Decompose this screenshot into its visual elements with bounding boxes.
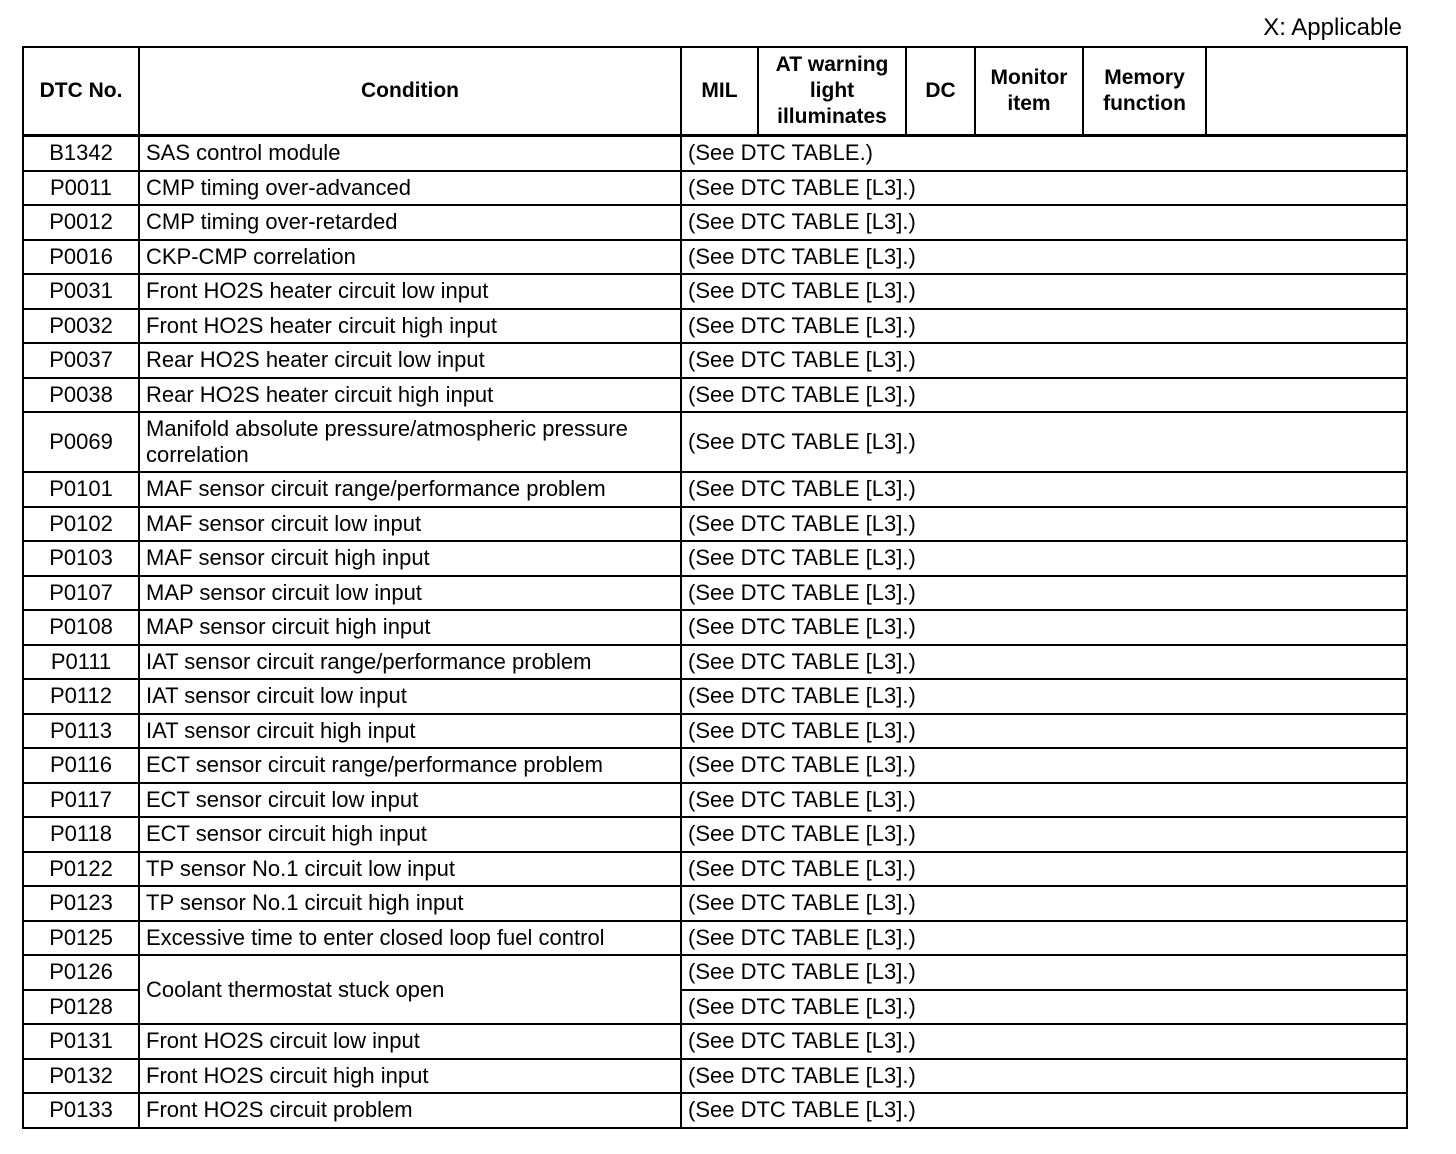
condition: MAF sensor circuit range/performance problem <box>139 472 681 507</box>
table-row <box>23 714 1407 749</box>
header-blank <box>1206 47 1407 136</box>
dtc-reference: (See DTC TABLE [L3].) <box>681 817 1407 852</box>
dtc-code: B1342 <box>23 136 139 171</box>
dtc-reference: (See DTC TABLE [L3].) <box>681 610 1407 645</box>
dtc-reference: (See DTC TABLE [L3].) <box>681 990 1407 1025</box>
table-row <box>23 1093 1407 1128</box>
dtc-reference: (See DTC TABLE [L3].) <box>681 1093 1407 1128</box>
dtc-code: P0032 <box>23 309 139 344</box>
table-row <box>23 783 1407 818</box>
dtc-code: P0016 <box>23 240 139 275</box>
table-row <box>23 955 1407 990</box>
dtc-code: P0031 <box>23 274 139 309</box>
applicable-legend: X: Applicable <box>1263 14 1402 41</box>
condition: Front HO2S circuit high input <box>139 1059 681 1094</box>
table-row <box>23 748 1407 783</box>
dtc-code: P0117 <box>23 783 139 818</box>
header-memory-line-1: Memory <box>1104 66 1185 89</box>
header-at-warning-line-1: AT warning <box>775 53 889 76</box>
header-memory-function <box>1083 47 1206 136</box>
dtc-reference: (See DTC TABLE [L3].) <box>681 886 1407 921</box>
header-monitor-line-2: item <box>1007 92 1051 115</box>
condition: Rear HO2S heater circuit high input <box>139 378 681 413</box>
dtc-reference: (See DTC TABLE [L3].) <box>681 1024 1407 1059</box>
condition: Front HO2S heater circuit low input <box>139 274 681 309</box>
dtc-reference: (See DTC TABLE [L3].) <box>681 412 1407 472</box>
condition: Front HO2S circuit low input <box>139 1024 681 1059</box>
dtc-reference: (See DTC TABLE [L3].) <box>681 472 1407 507</box>
dtc-reference: (See DTC TABLE [L3].) <box>681 378 1407 413</box>
header-at-warning-line-2: light <box>809 79 855 102</box>
header-dtc-no: DTC No. <box>23 47 139 136</box>
dtc-table <box>22 46 1408 1129</box>
header-mil: MIL <box>681 47 758 136</box>
table-row <box>23 1024 1407 1059</box>
dtc-code: P0108 <box>23 610 139 645</box>
condition: Coolant thermostat stuck open <box>139 955 681 1024</box>
table-row <box>23 412 1407 472</box>
condition: CMP timing over-advanced <box>139 171 681 206</box>
header-at-warning <box>758 47 906 136</box>
condition: Manifold absolute pressure/atmospheric pressure correlation <box>139 412 681 472</box>
header-monitor-line-1: Monitor <box>990 66 1068 89</box>
table-row <box>23 921 1407 956</box>
table-row <box>23 240 1407 275</box>
dtc-code: P0012 <box>23 205 139 240</box>
table-row <box>23 274 1407 309</box>
dtc-reference: (See DTC TABLE [L3].) <box>681 240 1407 275</box>
condition: ECT sensor circuit high input <box>139 817 681 852</box>
page-footer-fragment <box>22 1140 322 1154</box>
dtc-reference: (See DTC TABLE [L3].) <box>681 1059 1407 1094</box>
table-row <box>23 645 1407 680</box>
table-row <box>23 817 1407 852</box>
condition: IAT sensor circuit range/performance problem <box>139 645 681 680</box>
dtc-code: P0122 <box>23 852 139 887</box>
header-monitor-item <box>975 47 1083 136</box>
table-row <box>23 378 1407 413</box>
dtc-code: P0037 <box>23 343 139 378</box>
dtc-code: P0101 <box>23 472 139 507</box>
table-row <box>23 205 1407 240</box>
table-row <box>23 610 1407 645</box>
table-row <box>23 679 1407 714</box>
dtc-code: P0107 <box>23 576 139 611</box>
dtc-code: P0118 <box>23 817 139 852</box>
dtc-code: P0103 <box>23 541 139 576</box>
condition: Front HO2S circuit problem <box>139 1093 681 1128</box>
dtc-code: P0112 <box>23 679 139 714</box>
table-row <box>23 507 1407 542</box>
dtc-code: P0111 <box>23 645 139 680</box>
condition: SAS control module <box>139 136 681 171</box>
condition: IAT sensor circuit high input <box>139 714 681 749</box>
dtc-code: P0125 <box>23 921 139 956</box>
table-row <box>23 541 1407 576</box>
condition: MAP sensor circuit low input <box>139 576 681 611</box>
dtc-reference: (See DTC TABLE [L3].) <box>681 679 1407 714</box>
condition: MAP sensor circuit high input <box>139 610 681 645</box>
dtc-code: P0069 <box>23 412 139 472</box>
dtc-reference: (See DTC TABLE [L3].) <box>681 171 1407 206</box>
header-memory-line-2: function <box>1103 92 1186 115</box>
dtc-code: P0113 <box>23 714 139 749</box>
table-row <box>23 576 1407 611</box>
condition: ECT sensor circuit range/performance problem <box>139 748 681 783</box>
condition: Front HO2S heater circuit high input <box>139 309 681 344</box>
header-dc: DC <box>906 47 975 136</box>
dtc-reference: (See DTC TABLE [L3].) <box>681 205 1407 240</box>
condition: IAT sensor circuit low input <box>139 679 681 714</box>
table-row <box>23 136 1407 171</box>
dtc-reference: (See DTC TABLE [L3].) <box>681 309 1407 344</box>
dtc-code: P0011 <box>23 171 139 206</box>
table-row <box>23 852 1407 887</box>
dtc-code: P0038 <box>23 378 139 413</box>
table-header-row <box>23 47 1407 136</box>
condition: Rear HO2S heater circuit low input <box>139 343 681 378</box>
dtc-reference: (See DTC TABLE [L3].) <box>681 541 1407 576</box>
dtc-code: P0128 <box>23 990 139 1025</box>
table-row <box>23 1059 1407 1094</box>
condition: CMP timing over-retarded <box>139 205 681 240</box>
dtc-code: P0116 <box>23 748 139 783</box>
dtc-reference: (See DTC TABLE [L3].) <box>681 576 1407 611</box>
dtc-code: P0126 <box>23 955 139 990</box>
dtc-code: P0102 <box>23 507 139 542</box>
condition: MAF sensor circuit low input <box>139 507 681 542</box>
dtc-reference: (See DTC TABLE [L3].) <box>681 507 1407 542</box>
table-row <box>23 343 1407 378</box>
condition: ECT sensor circuit low input <box>139 783 681 818</box>
condition: TP sensor No.1 circuit high input <box>139 886 681 921</box>
dtc-reference: (See DTC TABLE [L3].) <box>681 852 1407 887</box>
table-row <box>23 472 1407 507</box>
table-row <box>23 886 1407 921</box>
condition: CKP-CMP correlation <box>139 240 681 275</box>
dtc-reference: (See DTC TABLE [L3].) <box>681 748 1407 783</box>
dtc-reference: (See DTC TABLE [L3].) <box>681 714 1407 749</box>
dtc-code: P0133 <box>23 1093 139 1128</box>
header-condition: Condition <box>139 47 681 136</box>
dtc-reference: (See DTC TABLE [L3].) <box>681 955 1407 990</box>
dtc-reference: (See DTC TABLE [L3].) <box>681 921 1407 956</box>
dtc-reference: (See DTC TABLE [L3].) <box>681 783 1407 818</box>
table-row <box>23 171 1407 206</box>
header-at-warning-line-3: illuminates <box>777 105 887 128</box>
dtc-reference: (See DTC TABLE [L3].) <box>681 274 1407 309</box>
dtc-code: P0131 <box>23 1024 139 1059</box>
condition: TP sensor No.1 circuit low input <box>139 852 681 887</box>
dtc-code: P0123 <box>23 886 139 921</box>
dtc-reference: (See DTC TABLE.) <box>681 136 1407 171</box>
dtc-code: P0132 <box>23 1059 139 1094</box>
condition: MAF sensor circuit high input <box>139 541 681 576</box>
table-row <box>23 309 1407 344</box>
condition: Excessive time to enter closed loop fuel control <box>139 921 681 956</box>
dtc-reference: (See DTC TABLE [L3].) <box>681 645 1407 680</box>
dtc-reference: (See DTC TABLE [L3].) <box>681 343 1407 378</box>
